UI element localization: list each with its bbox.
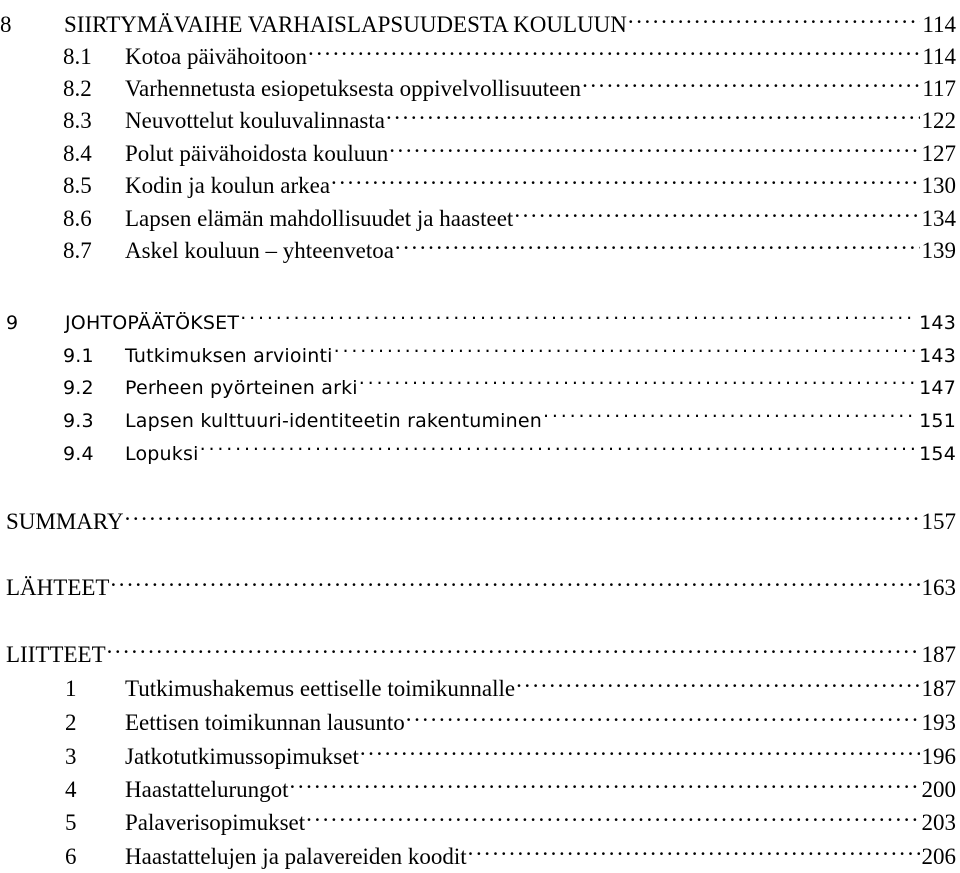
toc-entry-number: 8.3 (0, 105, 125, 137)
toc-entry-8-1[interactable] (0, 32, 960, 64)
toc-entry-appendix-5[interactable] (0, 798, 960, 830)
toc-entry-page: 143 (919, 340, 960, 372)
toc-entry-page: 139 (922, 235, 960, 267)
toc-entry-title: Askel kouluun – yhteenvetoa (125, 235, 394, 267)
toc-entry-title: Lopuksi (125, 438, 199, 470)
toc-entry-title: Varhennetusta esiopetuksesta oppivelvollisuuteen (125, 73, 581, 105)
toc-entry-title: JOHTOPÄÄTÖKSET (65, 307, 239, 339)
toc-entry-number: 8.7 (0, 235, 125, 267)
toc-entry-page: 127 (922, 138, 960, 170)
toc-entry-8-5[interactable] (0, 161, 960, 193)
dot-leader (334, 330, 918, 362)
toc-entry-title: Perheen pyörteinen arki (125, 372, 358, 404)
dot-leader (360, 732, 920, 764)
toc-entry-chapter-8[interactable] (0, 0, 960, 32)
toc-entry-page: 206 (922, 841, 960, 873)
toc-entry-number: 2 (0, 707, 125, 739)
toc-entry-appendix-6[interactable] (0, 832, 960, 864)
toc-entry-title: LÄHTEET (6, 572, 109, 604)
toc-entry-appendix-1[interactable] (0, 664, 960, 696)
toc-entry-title: SUMMARY (6, 506, 124, 538)
dot-leader (386, 96, 920, 128)
toc-entry-title: Kodin ja koulun arkea (125, 170, 330, 202)
toc-entry-8-6[interactable] (0, 194, 960, 226)
dot-leader (468, 832, 920, 864)
toc-entry-liitteet[interactable] (0, 630, 960, 662)
toc-entry-number: 9.1 (0, 340, 125, 372)
dot-leader (395, 226, 920, 258)
toc-entry-appendix-4[interactable] (0, 765, 960, 797)
toc-entry-number: 5 (0, 807, 125, 839)
dot-leader (516, 664, 919, 696)
toc-entry-8-4[interactable] (0, 129, 960, 161)
toc-entry-page: 130 (922, 170, 960, 202)
dot-leader (308, 32, 920, 64)
toc-entry-number: 9.4 (0, 438, 125, 470)
toc-entry-8-2[interactable] (0, 64, 960, 96)
toc-entry-number: 6 (0, 841, 125, 873)
toc-entry-page: 117 (922, 73, 960, 105)
toc-entry-title: Neuvottelut kouluvalinnasta (125, 105, 385, 137)
dot-leader (125, 497, 920, 529)
toc-entry-summary[interactable] (0, 497, 960, 529)
dot-leader (514, 194, 919, 226)
toc-entry-title: Palaverisopimukset (125, 807, 305, 839)
toc-entry-title: Lapsen elämän mahdollisuudet ja haasteet (125, 203, 513, 235)
toc-entry-page: 122 (922, 105, 960, 137)
toc-entry-title: Jatkotutkimussopimukset (125, 741, 359, 773)
toc-entry-page: 114 (922, 41, 960, 73)
toc-entry-page: 114 (922, 9, 960, 41)
dot-leader (406, 698, 920, 730)
toc-entry-lahteet[interactable] (0, 563, 960, 595)
dot-leader (389, 129, 919, 161)
dot-leader (331, 161, 919, 193)
toc-entry-title: Tutkimushakemus eettiselle toimikunnalle (125, 673, 515, 705)
toc-entry-page: 187 (922, 673, 960, 705)
toc-entry-8-7[interactable] (0, 226, 960, 258)
toc-entry-number: 1 (0, 673, 125, 705)
toc-entry-number: 3 (0, 741, 125, 773)
toc-entry-number: 8.5 (0, 170, 125, 202)
dot-leader (200, 428, 918, 460)
toc-entry-page: 134 (922, 203, 960, 235)
toc-entry-number: 8.4 (0, 138, 125, 170)
toc-entry-8-3[interactable] (0, 96, 960, 128)
toc-entry-number: 8.1 (0, 41, 125, 73)
toc-entry-number: 4 (0, 774, 125, 806)
toc-entry-9-4[interactable] (0, 428, 960, 460)
dot-leader (240, 297, 917, 329)
dot-leader (628, 0, 920, 32)
toc-entry-9-3[interactable] (0, 395, 960, 427)
toc-entry-title: Kotoa päivähoitoon (125, 41, 307, 73)
toc-entry-title: Haastattelujen ja palavereiden koodit (125, 841, 467, 873)
toc-entry-number: 9.3 (0, 405, 125, 437)
toc-entry-title: Eettisen toimikunnan lausunto (125, 707, 405, 739)
toc-entry-title: SIIRTYMÄVAIHE VARHAISLAPSUUDESTA KOULUUN (64, 9, 627, 41)
toc-entry-page: 154 (919, 438, 960, 470)
toc-entry-appendix-3[interactable] (0, 732, 960, 764)
dot-leader (107, 630, 920, 662)
toc-entry-page: 163 (922, 572, 960, 604)
toc-entry-page: 147 (919, 372, 960, 404)
toc-entry-page: 196 (922, 741, 960, 773)
toc-entry-9-2[interactable] (0, 362, 960, 394)
toc-entry-9-1[interactable] (0, 330, 960, 362)
toc-entry-page: 203 (922, 807, 960, 839)
toc-entry-chapter-9[interactable] (0, 297, 960, 329)
toc-entry-title: Lapsen kulttuuri-identiteetin rakentuminen (125, 405, 542, 437)
dot-leader (543, 395, 917, 427)
toc-entry-page: 193 (922, 707, 960, 739)
toc-entry-title: Polut päivähoidosta kouluun (125, 138, 388, 170)
dot-leader (110, 563, 919, 595)
toc-entry-page: 143 (919, 307, 960, 339)
dot-leader (582, 64, 920, 96)
toc-entry-title: LIITTEET (6, 639, 106, 671)
toc-entry-title: Tutkimuksen arviointi (125, 340, 333, 372)
toc-entry-number: 8.6 (0, 203, 125, 235)
dot-leader (359, 362, 917, 394)
toc-entry-title: Haastattelurungot (125, 774, 289, 806)
toc-entry-page: 157 (922, 506, 960, 538)
toc-entry-number: 8 (0, 9, 64, 41)
toc-entry-number: 9.2 (0, 372, 125, 404)
dot-leader (290, 765, 920, 797)
dot-leader (306, 798, 919, 830)
toc-entry-number: 9 (0, 307, 65, 339)
toc-entry-number: 8.2 (0, 73, 125, 105)
toc-entry-page: 187 (922, 639, 960, 671)
toc-entry-page: 200 (922, 774, 960, 806)
toc-entry-page: 151 (919, 405, 960, 437)
toc-entry-appendix-2[interactable] (0, 698, 960, 730)
